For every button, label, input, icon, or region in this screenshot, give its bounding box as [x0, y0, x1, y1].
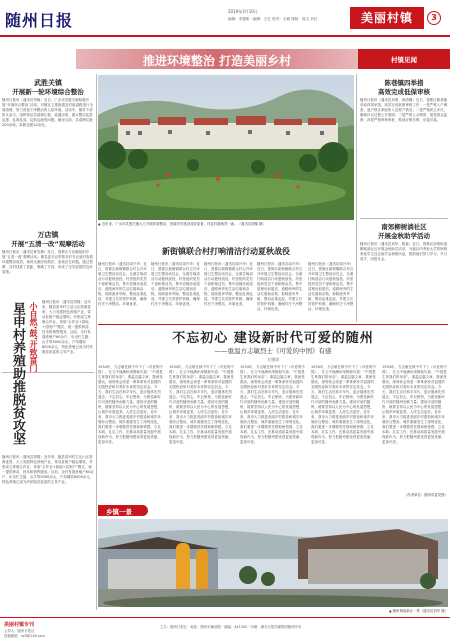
banner — [76, 49, 358, 69]
side-tag-label: 村镇见闻 — [391, 56, 417, 64]
article-wushengguan — [2, 78, 94, 224]
article-liushutang — [360, 222, 448, 318]
xinjie-body-col4: 随州日报讯（通讯员周兴华）近日，曾都区新街镇联合村召开环境卫生整治动员会，全面打响清洁行动夏秋战役。村里组织党员干部和保洁员，集中清理房前屋后、道路两旁的生活垃圾和杂物，拆除废弃旱厕，整治乱堆乱放，并建立长效管护机制，确保村庄干净整洁、环境优美。 — [257, 262, 303, 311]
section-label: 美丽村镇 — [350, 7, 424, 29]
article-title-line1: 万店镇 — [37, 231, 59, 239]
editor-info: 编辑：李德彰 · 编辑：王红 校对：万颖 排版：周文 肖红 — [228, 17, 318, 21]
article-title-line2: 高效完成低保审核 — [378, 88, 430, 96]
picture-section-text: 乡镇一景 — [106, 508, 132, 516]
article-title-line1: 陈巷镇四举措 — [384, 79, 424, 87]
village-photo — [98, 75, 354, 220]
main-body-col3: 1934年，方志敏在狱中写下了《可爱的中国》，在文中他满怀深情地写道：“中国是生育我们的母亲”。重温这篇文章，我深受感动，深刻体会到老一辈革命家对祖国的无限热爱和对美好未来的坚定信念。今天，我们生活在和平年代，更应继承先烈遗志，不忘初心、牢记使命，为建设新时代可爱的随州贡献力量。建设可爱的随州，就要坚持以人民为中心的发展思想，让城乡环境更美、人民生活更好。近年来，我市大力推进美丽乡村建设和城乡环境综合整治，城乡面貌发生了深刻变化。我们要进一步增强责任感和使命感，立足本职、扎实工作，在推动高质量发展中展现新作为，努力把随州建设得更加美丽、更加可爱。 — [240, 365, 305, 444]
xinjie-title: 新街镇联合村打响清洁行动夏秋战役 — [162, 247, 290, 256]
main-body-col4: 1934年，方志敏在狱中写下了《可爱的中国》，在文中他满怀深情地写道：“中国是生育我们的母亲”。重温这篇文章，我深受感动，深刻体会到老一辈革命家对祖国的无限热爱和对美好未来的坚定信念。今天，我们生活在和平年代，更应继承先烈遗志，不忘初心、牢记使命，为建设新时代可爱的随州贡献力量。建设可爱的随州，就要坚持以人民为中心的发展思想，让城乡环境更美、人民生活更好。近年来，我市大力推进美丽乡村建设和城乡环境综合整治，城乡面貌发生了深刻变化。我们要进一步增强责任感和使命感，立足本职、扎实工作，在推动高质量发展中展现新作为，努力把随州建设得更加美丽、更加可爱。 — [311, 365, 376, 444]
footer-tagline: 美丽村镇专刊 — [4, 622, 35, 628]
town-photo — [98, 519, 448, 607]
main-title: 不忘初心 建设新时代可爱的随州 — [172, 331, 374, 346]
xinjie-body — [98, 262, 354, 318]
article-chenxiang — [360, 78, 448, 218]
town-photo-caption: ▲ 随州城南新区一景（通讯员刘华 摄） — [388, 609, 448, 613]
footer-hotline: 投稿邮箱：sz3@126.com — [4, 634, 45, 638]
strip-title-line2: 星申村养殖助推脱贫攻坚 — [10, 302, 25, 445]
photo-caption: ▲ 近年来，广水市武胜关镇大力开展环境整治，美丽乡村建设成效显著，村容村貌焕然一新。（通讯员胡锦 摄） — [98, 222, 266, 226]
article-title-line1: 武胜关镇 — [34, 79, 62, 87]
article-xingshen — [2, 300, 94, 608]
newspaper-logo: 随州日报 — [5, 11, 74, 30]
article-title-line2: 开展金秋助学活动 — [378, 232, 430, 240]
village-photo-svg — [98, 75, 354, 220]
page-number-badge: 3 — [427, 11, 441, 25]
masthead — [0, 0, 450, 42]
main-body — [98, 365, 448, 498]
xinjie-body-col2: 随州日报讯（通讯员周兴华）近日，曾都区新街镇联合村召开环境卫生整治动员会，全面打响清洁行动夏秋战役。村里组织党员干部和保洁员，集中清理房前屋后、道路两旁的生活垃圾和杂物，拆除废弃旱厕，整治乱堆乱放，并建立长效管护机制，确保村庄干净整洁、环境优美。 — [151, 262, 200, 306]
footer — [0, 619, 450, 640]
article-body: 随州日报讯（通讯员刘华、陈嘉）近日，曾都区南郊街道柳树淌社区开展金秋助学活动，为辖区内考取大学的困难家庭学生送去助学金和慰问品，鼓励他们努力学习、早日成才，回报社会。 — [360, 242, 448, 261]
article-body: 随州日报讯（通讯员黄雪梅）近日，曾都区万店镇组织开展“五清一改”观摩活动。镇党委书记带领各村书记逐村查看环境整治成效，现场交流经验做法，查找存在问题。通过观摩，各村找准了差距，明确了方向，形成了比学赶超的良好氛围。 — [2, 250, 93, 274]
footer-address: 主办：随州日报社 · 地址：随州市解放路 · 邮编：441300 · 印刷：湖北日报传媒集团随州印务 — [160, 625, 302, 629]
issue-date: 2019年3月10日 — [228, 9, 258, 14]
article-body: 随州日报讯（通讯员李畅）近日，广水市武胜关镇积极开展“环境综合整治”活动，对镇区主要街道及村组道路进行全面清理，努力营造干净整洁的人居环境。活动中，镇村干部带头参与，组织保洁员清理垃圾、疏通沟渠，重点整治乱搭乱建、乱堆乱放、乱贴乱画等问题。截至目前，共清理垃圾200余吨，拆除违建10余处。 — [2, 98, 93, 127]
main-body-col2: 1934年，方志敏在狱中写下了《可爱的中国》，在文中他满怀深情地写道：“中国是生育我们的母亲”。重温这篇文章，我深受感动，深刻体会到老一辈革命家对祖国的无限热爱和对美好未来的坚定信念。今天，我们生活在和平年代，更应继承先烈遗志，不忘初心、牢记使命，为建设新时代可爱的随州贡献力量。建设可爱的随州，就要坚持以人民为中心的发展思想，让城乡环境更美、人民生活更好。近年来，我市大力推进美丽乡村建设和城乡环境综合整治，城乡面貌发生了深刻变化。我们要进一步增强责任感和使命感，立足本职、扎实工作，在推动高质量发展中展现新作为，努力把随州建设得更加美丽、更加可爱。 — [169, 365, 234, 444]
article-title-line2: 开展新一轮环境综合整治 — [12, 88, 84, 96]
article-title-line1: 南郊柳树淌社区 — [381, 223, 427, 231]
town-photo-svg — [98, 519, 448, 607]
strip-title-line1: 小自然‘鼓’开致富门 — [29, 302, 38, 373]
picture-section-label — [98, 505, 148, 516]
strip-body: 随州日报讯（通讯员胡锦）近年来，随县星申村立足山区资源优势，大力发展特色养殖产业，带动贫困户稳定增收。村里成立养殖合作社，采取“合作社+基地+贫困户”模式，统一提供种苗、技术和销售服务。目前，全村发展养殖户60余户，年出栏生猪、山羊等5000余头，户均增收8000余元，特色养殖已成为村民脱贫致富的主导产业。 — [42, 300, 93, 354]
xinjie-body-col1: 随州日报讯（通讯员周兴华）近日，曾都区新街镇联合村召开环境卫生整治动员会，全面打响清洁行动夏秋战役。村里组织党员干部和保洁员，集中清理房前屋后、道路两旁的生活垃圾和杂物，拆除废弃旱厕，整治乱堆乱放，并建立长效管护机制，确保村庄干净整洁、环境优美。 — [98, 262, 147, 306]
main-author-note: （作者单位：随州市委党校） — [403, 493, 448, 497]
strip-body-continued: 随州日报讯（通讯员胡锦）近年来，随县星申村立足山区资源优势，大力发展特色养殖产业，带动贫困户稳定增收。村里成立养殖合作社，采取“合作社+基地+贫困户”模式，统一提供种苗、技术和销售服务。目前，全村发展养殖户60余户，年出栏生猪、山羊等5000余头，户均增收8000余元，特色养殖已成为村民脱贫致富的主导产业。 — [2, 455, 94, 484]
main-body-col5: 1934年，方志敏在狱中写下了《可爱的中国》，在文中他满怀深情地写道：“中国是生育我们的母亲”。重温这篇文章，我深受感动，深刻体会到老一辈革命家对祖国的无限热爱和对美好未来的坚定信念。今天，我们生活在和平年代，更应继承先烈遗志，不忘初心、牢记使命，为建设新时代可爱的随州贡献力量。建设可爱的随州，就要坚持以人民为中心的发展思想，让城乡环境更美、人民生活更好。近年来，我市大力推进美丽乡村建设和城乡环境综合整治，城乡面貌发生了深刻变化。我们要进一步增强责任感和使命感，立足本职、扎实工作，在推动高质量发展中展现新作为，努力把随州建设得更加美丽、更加可爱。 — [382, 365, 447, 444]
footer-contact: 主持人：随州日报社 — [4, 629, 35, 633]
xinjie-body-col5: 随州日报讯（通讯员周兴华）近日，曾都区新街镇联合村召开环境卫生整治动员会，全面打响清洁行动夏秋战役。村里组织党员干部和保洁员，集中清理房前屋后、道路两旁的生活垃圾和杂物，拆除废弃旱厕，整治乱堆乱放，并建立长效管护机制，确保村庄干净整洁、环境优美。 — [308, 262, 354, 311]
main-body-col1: 1934年，方志敏在狱中写下了《可爱的中国》，在文中他满怀深情地写道：“中国是生育我们的母亲”。重温这篇文章，我深受感动，深刻体会到老一辈革命家对祖国的无限热爱和对美好未来的坚定信念。今天，我们生活在和平年代，更应继承先烈遗志，不忘初心、牢记使命，为建设新时代可爱的随州贡献力量。建设可爱的随州，就要坚持以人民为中心的发展思想，让城乡环境更美、人民生活更好。近年来，我市大力推进美丽乡村建设和城乡环境综合整治，城乡面貌发生了深刻变化。我们要进一步增强责任感和使命感，立足本职、扎实工作，在推动高质量发展中展现新作为，努力把随州建设得更加美丽、更加可爱。 — [98, 365, 163, 444]
side-tag — [358, 49, 450, 69]
banner-title: 推进环境整治 打造美丽乡村 — [142, 54, 292, 68]
article-body: 随州日报讯（通讯员刘明、徐清楠）近日，曾都区陈巷镇采取四项举措，高效完成低保审核工作：一是严格入户调查，逐户核实家庭收入及财产情况；二是严格民主评议，确保评议过程公开透明；三是严格公示制度，接受群众监督；四是严格审核审批，做到应保尽保、应退尽退。 — [360, 98, 448, 122]
xinjie-body-col3: 随州日报讯（通讯员周兴华）近日，曾都区新街镇联合村召开环境卫生整治动员会，全面打响清洁行动夏秋战役。村里组织党员干部和保洁员，集中清理房前屋后、道路两旁的生活垃圾和杂物，拆除废弃旱厕，整治乱堆乱放，并建立长效管护机制，确保村庄干净整洁、环境优美。 — [204, 262, 253, 306]
article-title-line2: 开展“五清一改”观摩活动 — [11, 240, 85, 248]
main-byline: 万建涛 — [267, 357, 279, 362]
main-subtitle: ——重温方志敏烈士《可爱的中国》有感 — [214, 347, 332, 355]
